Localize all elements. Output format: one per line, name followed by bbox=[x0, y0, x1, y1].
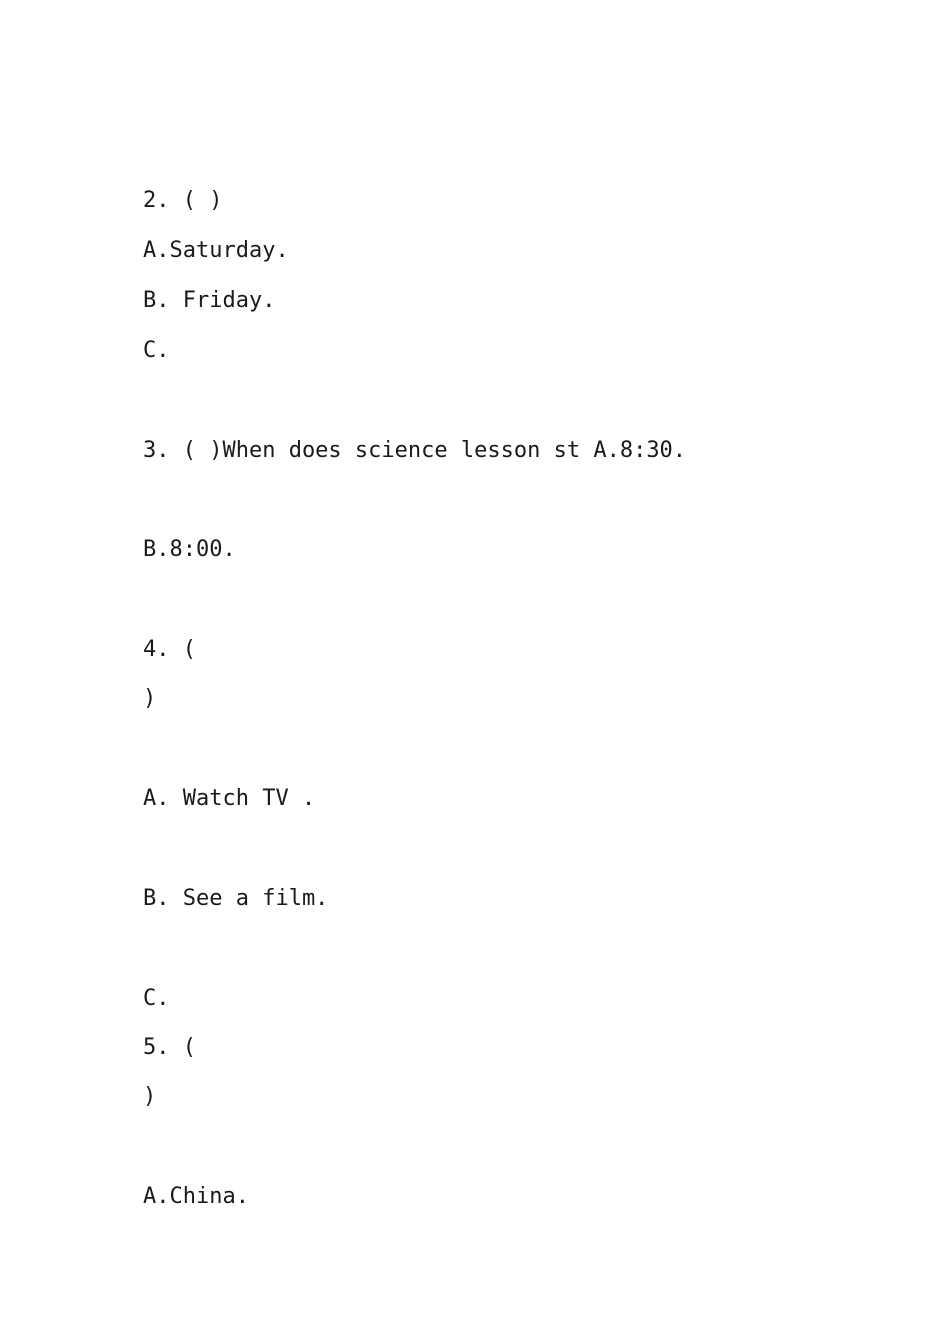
question-2-option-c: C. bbox=[143, 338, 170, 363]
question-2-stem: 2. ( ) bbox=[143, 188, 223, 213]
question-4-option-a: A. Watch TV . bbox=[143, 786, 316, 811]
question-4-stem-close: ) bbox=[143, 686, 157, 711]
question-4-option-b: B. See a film. bbox=[143, 886, 329, 911]
question-5-stem-close: ) bbox=[143, 1084, 157, 1109]
question-2-option-b: B. Friday. bbox=[143, 288, 276, 313]
question-4-stem-open: 4. ( bbox=[143, 637, 196, 662]
question-5-option-a: A.China. bbox=[143, 1184, 249, 1209]
question-3-stem: 3. ( )When does science lesson st A.8:30. bbox=[143, 438, 687, 463]
question-2-option-a: A.Saturday. bbox=[143, 238, 289, 263]
question-4-option-c: C. bbox=[143, 986, 170, 1011]
question-5-stem-open: 5. ( bbox=[143, 1035, 196, 1060]
question-3-option-b: B.8:00. bbox=[143, 537, 236, 562]
